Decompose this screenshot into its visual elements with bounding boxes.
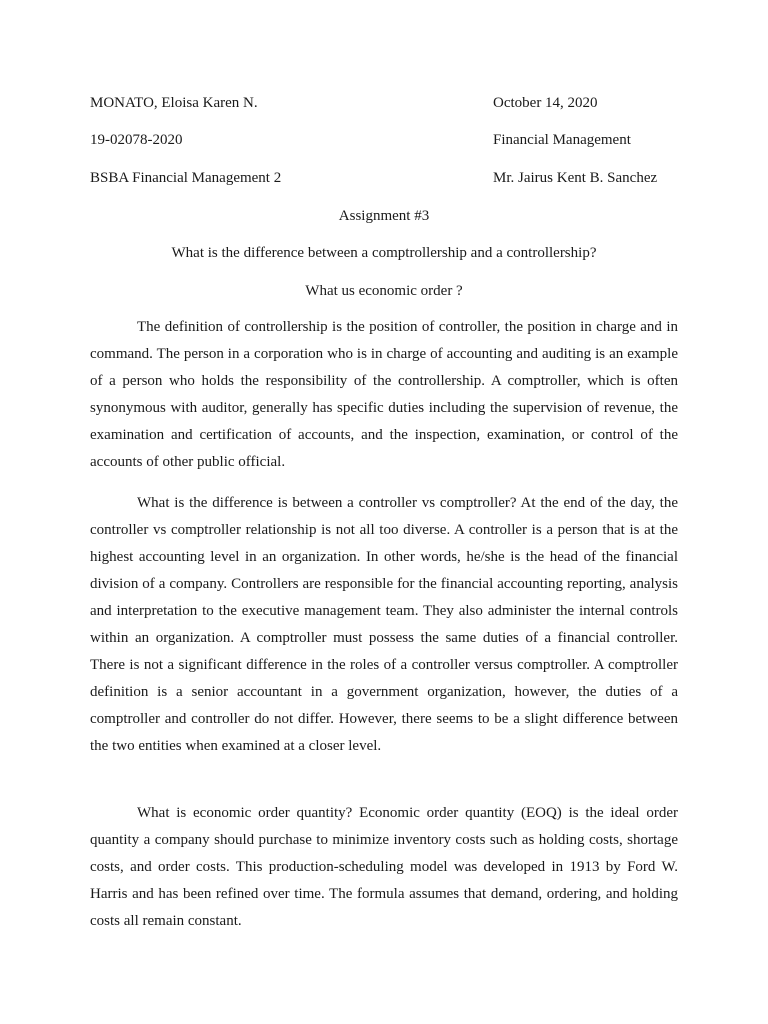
program-name: BSBA Financial Management 2 (90, 170, 282, 186)
assignment-title: Assignment #3 (338, 208, 430, 224)
student-name: MONATO, Eloisa Karen N. (90, 95, 258, 111)
question-two: What us economic order ? (305, 283, 463, 299)
submission-date: October 14, 2020 (493, 95, 598, 111)
student-id: 19-02078-2020 (90, 132, 183, 148)
paragraph-controllership-definition: The definition of controllership is the position of controller, the position in charge and in command. The person in a corporation who is in charge of accounting and auditing is an example of a person who holds the responsibility of the controllership. A comptroller, which is often synonymous with auditor, generally has specific duties including the supervision of revenue, the examination and certification of accounts, and the inspection, examination, or control of the accounts of other public official. (90, 319, 678, 470)
paragraph-economic-order-quantity: What is economic order quantity? Economic order quantity (EOQ) is the ideal order quantity a company should purchase to minimize inventory costs such as holding costs, shortage costs, and order costs. This production-scheduling model was developed in 1913 by Ford W. Harris and has been refined over time. The formula assumes that demand, ordering, and holding costs all remain constant. (90, 805, 678, 929)
question-one: What is the difference between a comptrollership and a controllership? (171, 245, 597, 261)
paragraph-controller-vs-comptroller: What is the difference is between a controller vs comptroller? At the end of the day, the controller vs comptroller relationship is not all too diverse. A controller is a person that is at the highest accounting level in an organization. In other words, he/she is the head of the financial division of a company. Controllers are responsible for the financial accounting reporting, analysis and interpretation to the executive management team. They also administer the internal controls within an organization. A comptroller must possess the same duties of a financial controller. There is not a significant difference in the roles of a controller versus comptroller. A comptroller definition is a senior accountant in a government organization, however, the duties of a comptroller and controller do not differ. However, there seems to be a slight difference between the two entities when examined at a closer level. (90, 495, 678, 754)
subject-name: Financial Management (493, 132, 631, 148)
instructor-name: Mr. Jairus Kent B. Sanchez (493, 170, 658, 186)
